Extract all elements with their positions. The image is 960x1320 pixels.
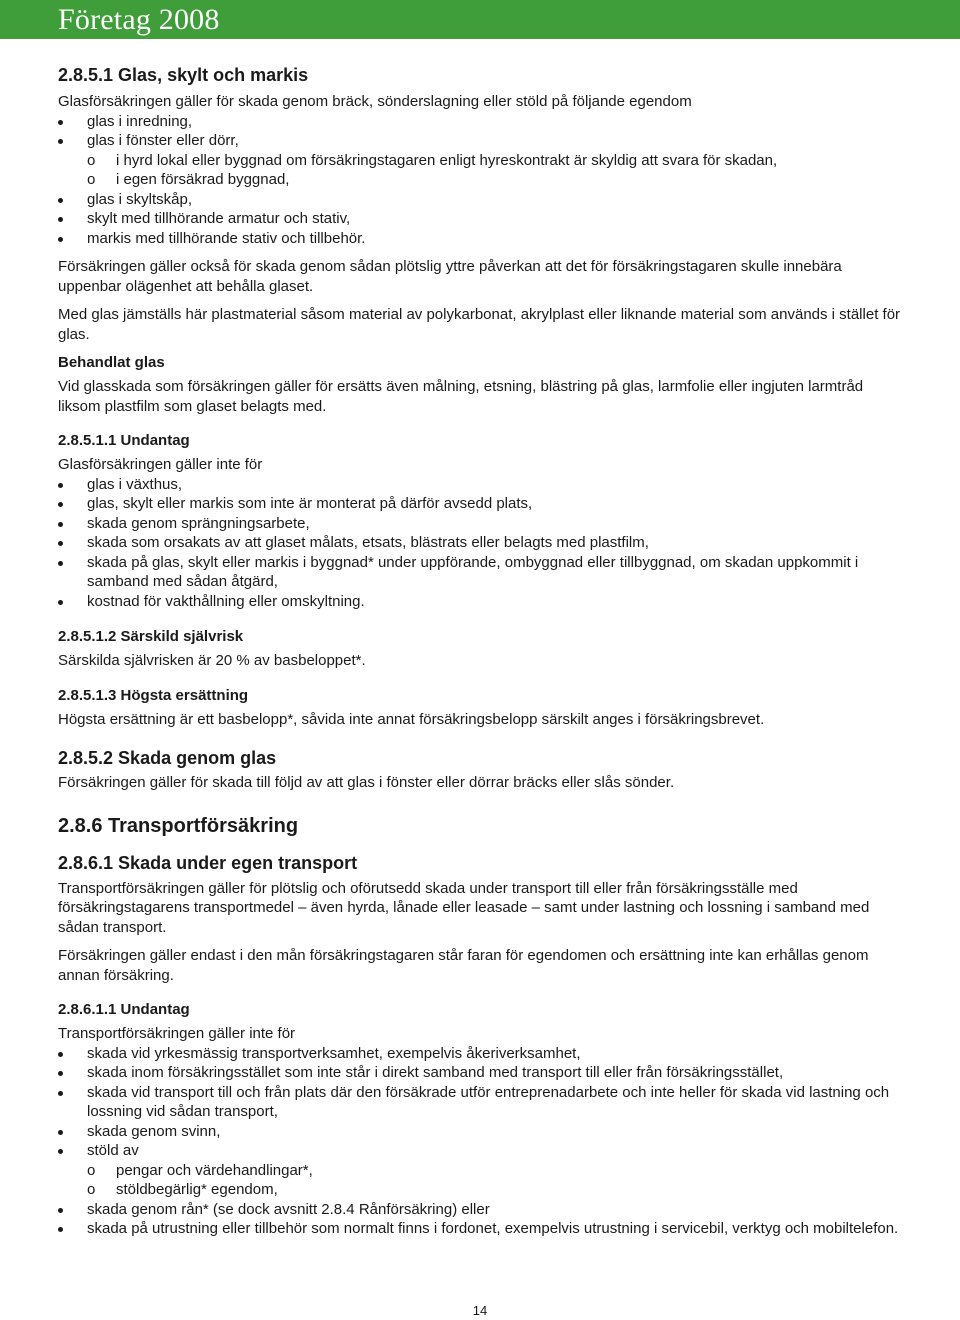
- paragraph: Försäkringen gäller också för skada genom sådan plötslig yttre påverkan att det för försäkringstagaren skulle innebära uppenbar olägenhet att behålla glaset.: [58, 258, 842, 295]
- paragraph: Transportförsäkringen gäller inte för: [58, 1025, 296, 1042]
- list-item: skylt med tillhörande armatur och stativ,: [58, 209, 903, 229]
- header-band: [0, 0, 960, 39]
- paragraph: Glasförsäkringen gäller inte för: [58, 456, 263, 473]
- page-number: 14: [472, 1303, 488, 1318]
- subsection-heading: 2.8.5.1.1 Undantag: [58, 432, 190, 449]
- sub-item-text: pengar och värdehandlingar*,: [116, 1161, 313, 1179]
- section-heading: 2.8.5.2 Skada genom glas: [58, 748, 277, 768]
- sub-list-item: [58, 1161, 903, 1181]
- sub-list: [58, 1161, 903, 1200]
- list-item: kostnad för vakthållning eller omskyltning.: [58, 592, 903, 612]
- list-item: glas i växthus,: [58, 475, 903, 495]
- document-body: [58, 64, 903, 1239]
- list-item: glas i inredning,: [58, 112, 903, 132]
- paragraph: Transportförsäkringen gäller för plötslig och oförutsedd skada under transport till eller från försäkringsställe med försäkringstagarens transportmedel – även hyrda, lånade eller leasade – samt under lastning och lossning i samband med sådan transport.: [58, 879, 870, 936]
- paragraph: Vid glasskada som försäkringen gäller för ersätts även målning, etsning, blästring på glas, larmfolie eller ingjuten larmtråd liksom plastfilm som glaset belagts med.: [58, 378, 864, 415]
- sub-list-item: [58, 151, 903, 171]
- page-header-title: Företag 2008: [58, 3, 220, 36]
- sub-bullet-marker: o: [87, 151, 96, 169]
- list-item: skada på glas, skylt eller markis i byggnad* under uppförande, ombyggnad eller tillbyggnad, om skadan uppkommit i samband med sådan åtgärd,: [58, 553, 903, 592]
- sub-bullet-marker: o: [87, 1181, 96, 1198]
- subsection-heading: 2.8.5.1.3 Högsta ersättning: [58, 686, 249, 704]
- paragraph: Särskilda självrisken är 20 % av basbeloppet*.: [58, 652, 366, 669]
- chapter-heading: 2.8.6 Transportförsäkring: [58, 814, 299, 837]
- bullet-list: [58, 1200, 903, 1239]
- sub-list-item: [58, 170, 903, 190]
- bullet-list: [58, 112, 903, 151]
- sub-bullet-marker: o: [87, 1161, 96, 1179]
- paragraph: Högsta ersättning är ett basbelopp*, såvida inte annat försäkringsbelopp särskilt anges i försäkringsbrevet.: [58, 710, 765, 728]
- sub-bullet-marker: o: [87, 171, 96, 188]
- paragraph: Försäkringen gäller för skada till följd av att glas i fönster eller dörrar bräcks eller slås sönder.: [58, 774, 675, 791]
- list-item: glas, skylt eller markis som inte är monterat på därför avsedd plats,: [58, 494, 903, 514]
- list-item: skada vid yrkesmässig transportverksamhet, exempelvis åkeriverksamhet,: [58, 1044, 903, 1064]
- list-item: skada genom svinn,: [58, 1122, 903, 1142]
- sub-item-text: stöldbegärlig* egendom,: [116, 1181, 278, 1198]
- sub-list-item: [58, 1180, 903, 1200]
- list-item: markis med tillhörande stativ och tillbehör.: [58, 229, 903, 249]
- subheading: Behandlat glas: [58, 354, 165, 371]
- list-item: skada genom sprängningsarbete,: [58, 514, 903, 534]
- list-item: glas i skyltskåp,: [58, 190, 903, 210]
- section-heading: 2.8.6.1 Skada under egen transport: [58, 852, 358, 873]
- list-item: skada på utrustning eller tillbehör som normalt finns i fordonet, exempelvis utrustning i servicebil, verktyg och mobiltelefon.: [58, 1219, 903, 1239]
- paragraph: Glasförsäkringen gäller för skada genom bräck, sönderslagning eller stöld på följande egendom: [58, 93, 692, 110]
- bullet-list: [58, 190, 903, 249]
- sub-item-text: i egen försäkrad byggnad,: [116, 171, 290, 188]
- section-heading: 2.8.5.1 Glas, skylt och markis: [58, 65, 309, 85]
- list-item: skada som orsakats av att glaset målats, etsats, blästrats eller belagts med plastfilm,: [58, 533, 903, 553]
- sub-list: [58, 151, 903, 190]
- list-item: skada inom försäkringsstället som inte står i direkt samband med transport till eller från försäkringsstället,: [58, 1063, 903, 1083]
- paragraph: Med glas jämställs här plastmaterial såsom material av polykarbonat, akrylplast eller liknande material som används i stället för glas.: [58, 306, 901, 343]
- subsection-heading: 2.8.5.1.2 Särskild självrisk: [58, 628, 244, 645]
- list-item: skada vid transport till och från plats där den försäkrade utför entreprenadarbete och inte heller för skada vid lastning och lossning vid sådan transport,: [58, 1083, 903, 1122]
- list-item: stöld av: [58, 1141, 903, 1161]
- paragraph: Försäkringen gäller endast i den mån försäkringstagaren står faran för egendomen och ersättning inte kan erhållas genom annan försäkring.: [58, 947, 869, 984]
- list-item: skada genom rån* (se dock avsnitt 2.8.4 Rånförsäkring) eller: [58, 1200, 903, 1220]
- list-item: glas i fönster eller dörr,: [58, 131, 903, 151]
- subsection-heading: 2.8.6.1.1 Undantag: [58, 1001, 190, 1018]
- bullet-list: [58, 475, 903, 612]
- bullet-list: [58, 1044, 903, 1161]
- sub-item-text: i hyrd lokal eller byggnad om försäkringstagaren enligt hyreskontrakt är skyldig att svara för skadan,: [116, 151, 778, 169]
